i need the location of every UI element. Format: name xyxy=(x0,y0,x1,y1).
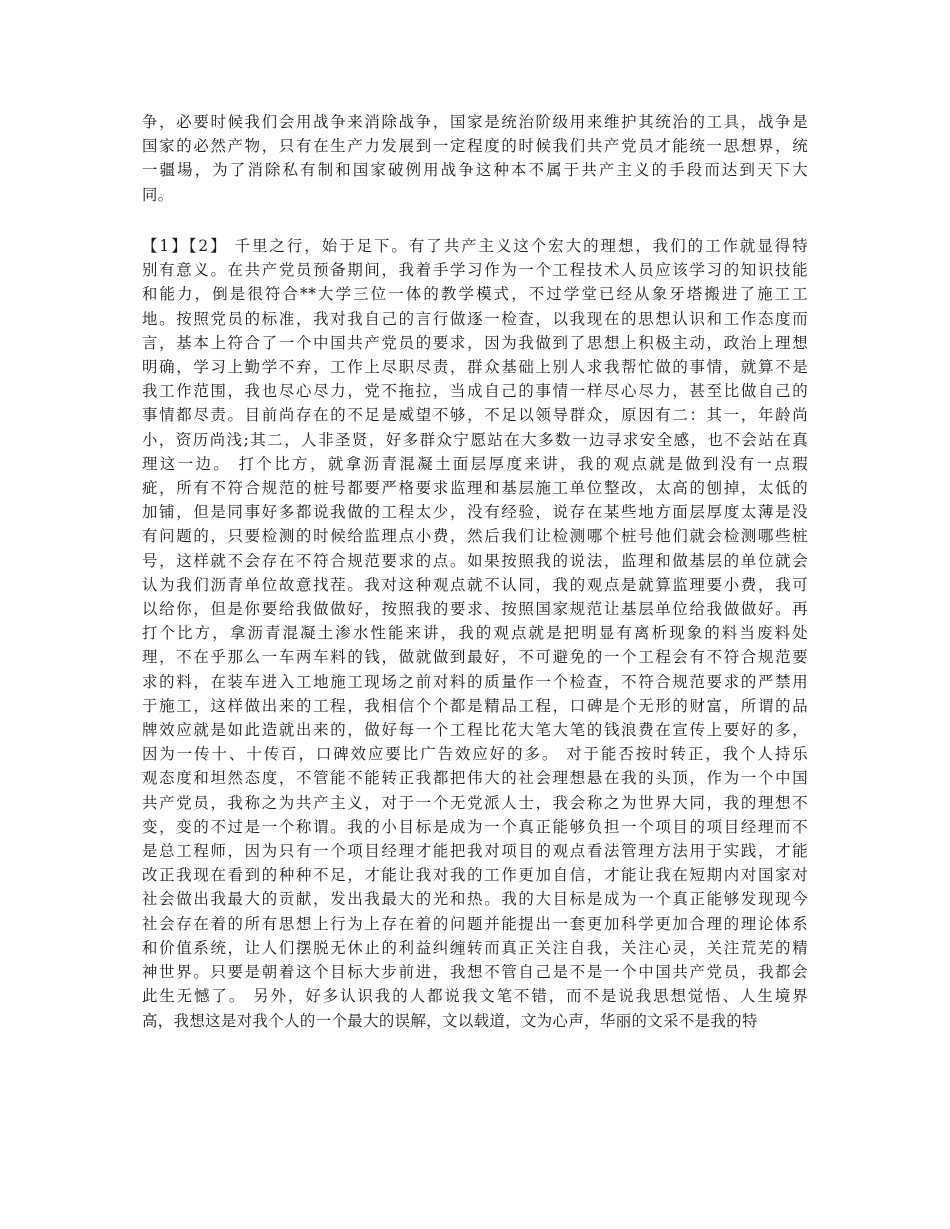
text-line: 牌效应就是如此造就出来的，做好每一个工程比花大笔大笔的钱浪费在宣传上要好的多， xyxy=(142,721,808,740)
text-line: 因为一传十、十传百，口碑效应要比广告效应好的多。 对于能否按时转正，我个人持乐 xyxy=(142,745,808,764)
text-line: 【1】【2】 千里之行，始于足下。有了共产主义这个宏大的理想，我们的工作就显得特 xyxy=(142,237,808,255)
text-line: 社会做出我最大的贡献，发出我最大的光和热。我的大目标是成为一个真正能够发现现今 xyxy=(142,890,808,909)
text-line: 和价值系统，让人们摆脱无休止的利益纠缠转而真正关注自我，关注心灵，关注荒芜的精 xyxy=(142,938,808,957)
text-line: 有问题的，只要检测的时候给监理点小费，然后我们让检测哪个桩号他们就会检测哪些桩 xyxy=(142,527,808,546)
text-line: 国家的必然产物，只有在生产力发展到一定程度的时候我们共产党员才能统一思想界，统 xyxy=(142,137,808,156)
text-line: 别有意义。在共产党员预备期间，我着手学习作为一个工程技术人员应该学习的知识技能 xyxy=(142,261,808,280)
text-line: 打个比方，拿沥青混凝土渗水性能来讲，我的观点就是把明显有离析现象的料当废料处 xyxy=(142,624,808,643)
text-line: 是总工程师，因为只有一个项目经理才能把我对项目的观点看法管理方法用于实践，才能 xyxy=(142,842,808,861)
text-line: 号，这样就不会存在不符合规范要求的点。如果按照我的说法，监理和做基层的单位就会 xyxy=(142,551,808,570)
text-line: 争，必要时候我们会用战争来消除战争，国家是统治阶级用来维护其统治的工具，战争是 xyxy=(142,113,808,131)
text-line: 变，变的不过是一个称谓。我的小目标是成为一个真正能够负担一个项目的项目经理而不 xyxy=(142,817,808,836)
text-line: 神世界。只要是朝着这个目标大步前进，我想不管自己是不是一个中国共产党员，我都会 xyxy=(142,963,808,982)
text-line: 求的料，在装车进入工地施工现场之前对料的质量作一个检查，不符合规范要求的严禁用 xyxy=(142,672,808,691)
text-line: 改正我现在看到的种种不足，才能让我对我的工作更加自信，才能让我在短期内对国家对 xyxy=(142,866,808,885)
text-line: 观态度和坦然态度，不管能不能转正我都把伟大的社会理想悬在我的头顶，作为一个中国 xyxy=(142,769,808,788)
text-line: 理，不在乎那么一车两车料的钱，做就做到最好，不可避免的一个工程会有不符合规范要 xyxy=(142,648,808,667)
text-line: 共产党员，我称之为共产主义，对于一个无党派人士，我会称之为世界大同，我的理想不 xyxy=(142,793,808,812)
text-line: 一疆場，为了消除私有制和国家破例用战争这种本不属于共产主义的手段而达到天下大 xyxy=(142,161,808,180)
text-line: 言，基本上符合了一个中国共产党员的要求，因为我做到了思想上积极主动，政治上理想 xyxy=(142,333,808,352)
text-line: 地。按照党员的标准，我对我自己的言行做逐一检查，以我现在的思想认识和工作态度而 xyxy=(142,309,808,328)
text-line: 社会存在着的所有思想上行为上存在着的问题并能提出一套更加科学更加合理的理论体系 xyxy=(142,914,808,933)
text-line: 和能力，倒是很符合**大学三位一体的教学模式，不过学堂已经从象牙塔搬进了施工工 xyxy=(142,285,808,304)
text-line: 同。 xyxy=(142,185,174,204)
text-line: 理这一边。 打个比方，就拿沥青混凝土面层厚度来讲，我的观点就是做到没有一点瑕 xyxy=(142,454,808,473)
text-line: 高，我想这是对我个人的一个最大的误解，文以载道，文为心声，华丽的文采不是我的特 xyxy=(142,1011,758,1030)
text-line: 此生无憾了。 另外，好多认识我的人都说我文笔不错，而不是说我思想觉悟、人生境界 xyxy=(142,987,808,1006)
text-line: 事情都尽责。目前尚存在的不足是威望不够，不足以领导群众，原因有二：其一，年龄尚 xyxy=(142,406,808,425)
text-line: 加铺，但是同事好多都说我做的工程太少，没有经验，说存在某些地方面层厚度太薄是没 xyxy=(142,503,808,522)
text-line: 小，资历尚浅;其二，人非圣贤，好多群众宁愿站在大多数一边寻求安全感，也不会站在真 xyxy=(142,430,808,449)
text-line: 于施工，这样做出来的工程，我相信个个都是精品工程，口碑是个无形的财富，所谓的品 xyxy=(142,696,808,715)
text-line: 我工作范围，我也尽心尽力，党不拖拉，当成自己的事情一样尽心尽力，甚至比做自己的 xyxy=(142,382,808,401)
text-line: 疵，所有不符合规范的桩号都要严格要求监理和基层施工单位整改，太高的刨掉，太低的 xyxy=(142,479,808,498)
text-line: 认为我们沥青单位故意找茬。我对这种观点就不认同，我的观点是就算监理要小费，我可 xyxy=(142,575,808,594)
text-line: 以给你，但是你要给我做做好，按照我的要求、按照国家规范让基层单位给我做做好。再 xyxy=(142,600,808,619)
text-line: 明确，学习上勤学不弃，工作上尽职尽责，群众基础上别人求我帮忙做的事情，就算不是 xyxy=(142,358,808,377)
paragraph-2 xyxy=(142,234,808,1033)
paragraph-1 xyxy=(142,110,808,207)
